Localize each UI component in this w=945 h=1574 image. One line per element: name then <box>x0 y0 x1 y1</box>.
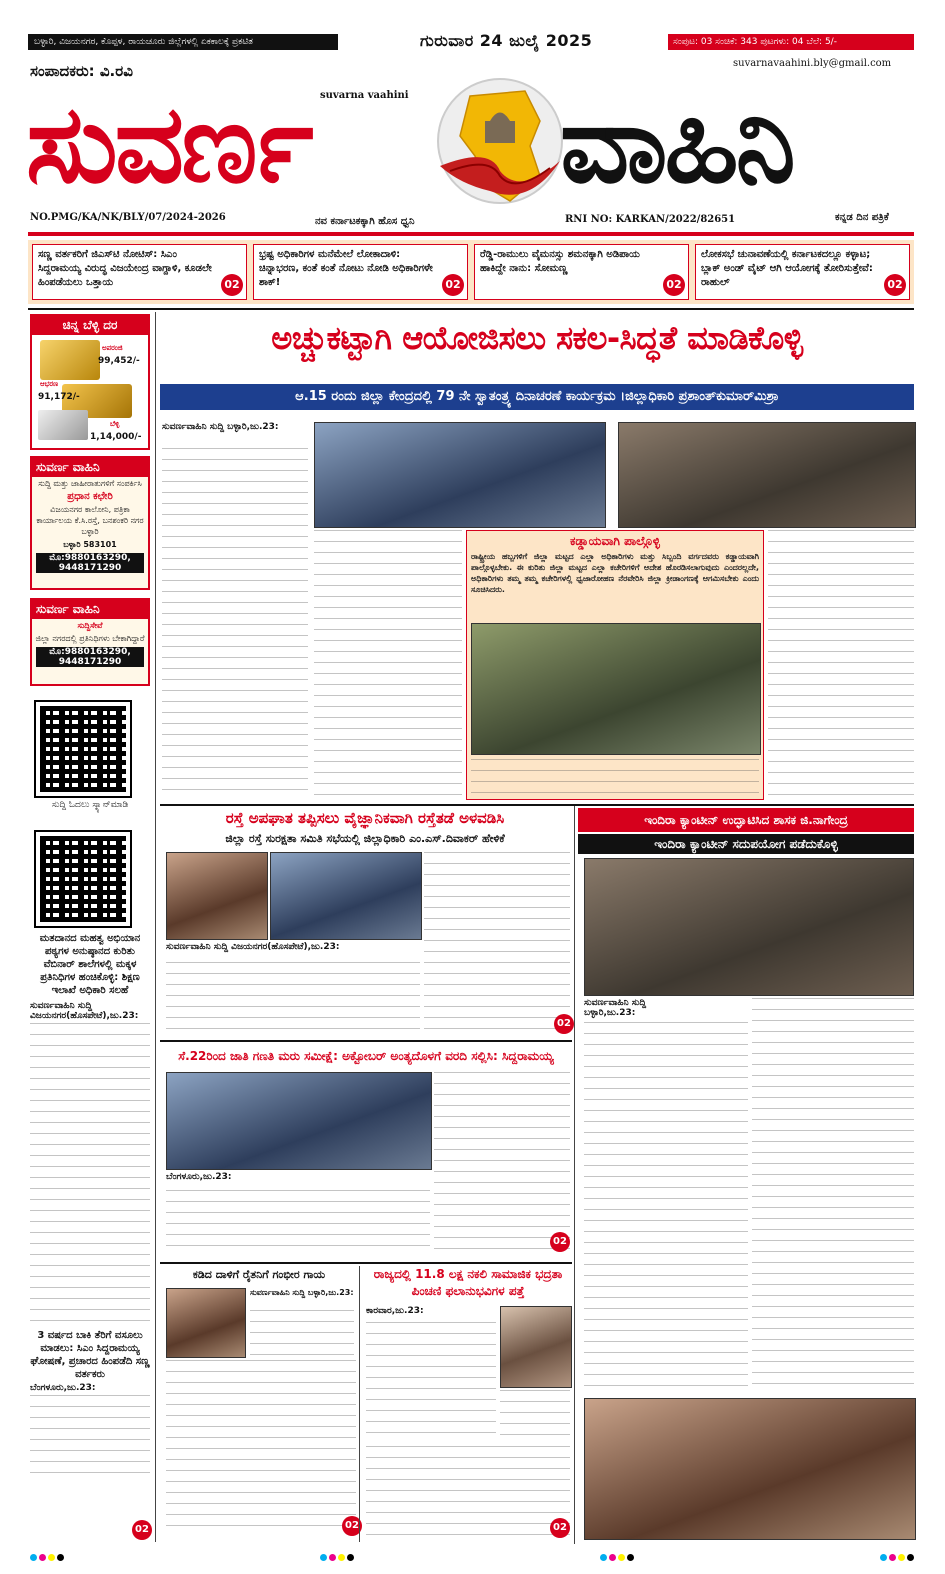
print-registration-marks <box>880 1554 914 1561</box>
pension-story-body-top <box>366 1322 496 1442</box>
page-badge: 02 <box>342 1516 362 1536</box>
canteen-story-byline: ಸುವರ್ಣವಾಹಿನಿ ಸುದ್ದಿ ಬಳ್ಳಾರಿ,ಜು.23: <box>584 998 647 1018</box>
pension-story-body-right <box>500 1390 570 1442</box>
page-badge: 02 <box>442 274 464 296</box>
road-story-photo-collector <box>270 852 422 940</box>
jewel-label: ಆಭರಣ <box>40 380 59 388</box>
masthead-right: ವಾಹಿನಿ <box>560 81 793 207</box>
ad-line: ಜಿಲ್ಲಾ ನಗರದಲ್ಲಿ ಪ್ರತಿನಿಧಿಗಳು ಬೇಕಾಗಿದ್ದಾರೆ <box>35 634 145 643</box>
teaser-item[interactable]: ರೆಡ್ಡಿ-ರಾಮುಲು ವೈಮನಸ್ಸು ಶಮನಕ್ಕಾಗಿ ಅಡಿಪಾಯ ಹಾಕಿದ್ದೇ ನಾನು: ಸೋಮಣ್ಣ 02 <box>474 244 689 300</box>
side-story-byline: ಸುವರ್ಣವಾಹಿನಿ ಸುದ್ದಿ ವಿಜಯನಗರ(ಹೊಸಪೇಟೆ),ಜು.23: <box>30 1001 139 1021</box>
editor-name: ಸಂಪಾದಕರು: ವಿ.ರವಿ <box>30 62 133 80</box>
column-divider <box>359 1266 360 1542</box>
issue-info: ಸಂಪುಟ: 03 ಸಂಚಿಕೆ: 343 ಪುಟಗಳು: 04 ಬೆಲೆ: 5/- <box>668 34 914 50</box>
canteen-story-headline: ಇಂದಿರಾ ಕ್ಯಾಂಟೀನ್ ಉದ್ಘಾಟಿಸಿದ ಶಾಸಕ ಜಿ.ನಾಗೇಂದ್ರ <box>578 808 914 832</box>
road-story-byline: ಸುವರ್ಣವಾಹಿನಿ ಸುದ್ದಿ ವಿಜಯನಗರ(ಹೊಸಪೇಟೆ),ಜು.23: <box>166 942 340 952</box>
column-divider <box>155 312 156 1542</box>
gold-bars-image <box>40 340 100 380</box>
inner-box-headline: ಕಡ್ಡಾಯವಾಗಿ ಪಾಲ್ಗೊಳ್ಳಿ <box>570 534 660 548</box>
ad-logo: ಸುವರ್ಣ ವಾಹಿನಿ <box>32 458 148 477</box>
lead-photo-meeting-chair <box>314 422 606 528</box>
silver-bar-image <box>38 410 88 440</box>
ad-phone[interactable]: ಮೊ:9880163290, 9448171290 <box>36 553 144 573</box>
canteen-story-subheadline: ಇಂದಿರಾ ಕ್ಯಾಂಟೀನ್ ಸದುಪಯೋಗ ಪಡೆದುಕೊಳ್ಳಿ <box>578 834 914 854</box>
print-registration-marks <box>30 1554 64 1561</box>
masthead-left: ಸುವರ್ಣ <box>26 81 311 207</box>
ad-address: ವಿಜಯನಗರ ಕಾಲೋನಿ, ಪತ್ರಿಕಾ ಕಾರ್ಯಾಲಯ ಕೆ.ಸಿ.ರಸ್ತೆ, ಬನಶಂಕರಿ ನಗರ ಬಳ್ಳಾರಿ <box>36 505 144 536</box>
cow-story-headline: ಕಡಿದ ದಾಳಿಗೆ ರೈತನಿಗೆ ಗಂಭೀರ ಗಾಯ <box>192 1268 326 1281</box>
lead-subheadline: ಆ.15 ರಂದು ಜಿಲ್ಲಾ ಕೇಂದ್ರದಲ್ಲಿ 79 ನೇ ಸ್ವಾತಂತ್ರ್ಯ ದಿನಾಚರಣೆ ಕಾರ್ಯಕ್ರಮ ।ಜಿಲ್ಲಾಧಿಕಾರಿ ಪ್ರಶಾಂತ್‌ಕುಮಾರ್‌ಮಿಶ್ರಾ <box>160 384 914 410</box>
qr-caption: ಸುದ್ದಿ ಓದಲು ಸ್ಕ್ಯಾನ್‌ಮಾಡಿ <box>51 800 129 810</box>
teaser-strip <box>28 240 914 304</box>
silver-label: ಬೆಳ್ಳಿ <box>110 420 120 428</box>
section-rule <box>160 1040 572 1042</box>
page-badge: 02 <box>221 274 243 296</box>
canteen-story-body-1 <box>584 1022 748 1392</box>
cow-story-photo <box>166 1288 246 1358</box>
road-story-subheadline: ಜಿಲ್ಲಾ ರಸ್ತೆ ಸುರಕ್ಷತಾ ಸಮಿತಿ ಸಭೆಯಲ್ಲಿ ಜಿಲ್ಲಾಧಿಕಾರಿ ಎಂ.ಎಸ್.ದಿವಾಕರ್ ಹೇಳಿಕೆ <box>225 832 505 845</box>
side-story2-headline: 3 ವರ್ಷದ ಬಾಕಿ ತೆರಿಗೆ ವಸೂಲು ಮಾಡಲು: ಸಿಎಂ ಸಿದ್ದರಾಮಯ್ಯ ಘೋಷಣೆ, ಪ್ರಚಾರದ ಹಿಂಪಡೆದಿ ಸಣ್ಣ ವರ್ತಕರು <box>30 1330 150 1380</box>
print-registration-marks <box>600 1554 634 1561</box>
caste-story-body-right <box>434 1072 570 1258</box>
pension-story-body <box>366 1446 570 1536</box>
lead-body-col2 <box>314 530 462 798</box>
side-story2-byline: ಬೆಂಗಳೂರು,ಜು.23: <box>30 1383 96 1393</box>
lead-body-col4 <box>768 530 914 798</box>
gold-rate-box <box>30 314 150 450</box>
pension-story-byline: ಕಾರವಾರ,ಜು.23: <box>366 1306 424 1316</box>
issue-date: ಗುರುವಾರ 24 ಜುಲೈ 2025 <box>420 31 593 50</box>
inner-box-body <box>471 759 759 797</box>
rni-number: RNI NO: KARKAN/2022/82651 <box>565 214 736 225</box>
caste-story-byline: ಬೆಂಗಳೂರು,ಜು.23: <box>166 1172 232 1182</box>
registration-number: NO.PMG/KA/NK/BLY/07/2024-2026 <box>30 212 226 223</box>
canteen-story-body-2 <box>752 998 914 1392</box>
brand-latin: suvarna vaahini <box>320 90 409 101</box>
advert-contact <box>30 456 150 590</box>
tagline: ನವ ಕರ್ನಾಟಕಕ್ಕಾಗಿ ಹೊಸ ಧ್ವನಿ <box>315 216 415 227</box>
cow-story-body <box>166 1360 356 1536</box>
road-story-headline: ರಸ್ತೆ ಅಪಘಾತ ತಪ್ಪಿಸಲು ವೈಜ್ಞಾನಿಕವಾಗಿ ರಸ್ತೆತಡೆ ಅಳವಡಿಸಿ <box>225 809 505 827</box>
pension-story-headline: ರಾಜ್ಯದಲ್ಲಿ 11.8 ಲಕ್ಷ ನಕಲಿ ಸಾಮಾಜಿಕ ಭದ್ರತಾ ಪಿಂಚಣಿ ಫಲಾನುಭವಿಗಳ ಪತ್ತೆ <box>373 1267 563 1298</box>
road-story-body-right <box>424 852 570 1032</box>
page-badge: 02 <box>663 274 685 296</box>
column-divider <box>574 806 575 1544</box>
qr-code-news[interactable] <box>36 702 130 796</box>
gold-value: 99,452/- <box>98 356 140 366</box>
masthead-divider <box>28 232 914 236</box>
caste-story-body <box>166 1190 430 1256</box>
ad-phone[interactable]: ಮೊ:9880163290, 9448171290 <box>36 647 144 667</box>
advert-recruit <box>30 598 150 686</box>
ad-logo: ಸುವರ್ಣ ವಾಹಿನಿ <box>32 600 148 619</box>
lead-inner-box <box>466 530 764 800</box>
road-story-body <box>166 962 420 1032</box>
gold-rate-title: ಚಿನ್ನ ಬೆಳ್ಳಿ ದರ <box>32 316 148 335</box>
page-badge: 02 <box>554 1014 574 1034</box>
jewel-value: 91,172/- <box>38 392 80 402</box>
side-story2-body <box>30 1395 150 1475</box>
print-registration-marks <box>320 1554 354 1561</box>
inner-box-photo <box>471 623 761 755</box>
karnataka-map-emblem <box>430 66 570 216</box>
side-story-headline: ಮತದಾನದ ಮಹತ್ವ ಅಭಿಯಾನ ಪಠ್ಯಗಳ ಅನುಷ್ಠಾನದ ಕುರಿತು ವೆಬಿನಾರ್ ಶಾಲೆಗಳಲ್ಲಿ ಮಕ್ಕಳ ಪ್ರತಿನಿಧಿಗಳ ಹಂಚಿಕೊಳ್ಳಿ: ಶಿಕ್ಷಣ ಇಲಾಖೆ ಅಧಿಕಾರಿ ಸಲಹೆ <box>39 933 141 996</box>
canteen-story-photo <box>584 858 914 996</box>
cow-story-byline: ಸುವರ್ಣವಾಹಿನಿ ಸುದ್ದಿ ಬಳ್ಳಾರಿ,ಜು.23: <box>250 1288 354 1297</box>
teaser-item[interactable]: ಭ್ರಷ್ಟ ಅಧಿಕಾರಿಗಳ ಮನೆಮೇಲೆ ಲೋಕಾದಾಳಿ: ಚಿನ್ನಾಭರಣ, ಕಂತೆ ಕಂತೆ ನೋಟು ನೋಡಿ ಅಧಿಕಾರಿಗಳೇ ಶಾಕ್! 02 <box>253 244 468 300</box>
page-badge: 02 <box>550 1232 570 1252</box>
teaser-item[interactable]: ಸಣ್ಣ ವರ್ತಕರಿಗೆ ಜಿಎಸ್‌ಟಿ ನೋಟಿಸ್: ಸಿಎಂ ಸಿದ್ದರಾಮಯ್ಯ ವಿರುದ್ಧ ವಿಜಯೇಂದ್ರ ವಾಗ್ದಾಳಿ, ಕೂಡಲೇ ಹಿಂಪಡೆಯಲು ಒತ್ತಾಯ 02 <box>32 244 247 300</box>
ad-pincode: ಬಳ್ಳಾರಿ 583101 <box>63 540 117 549</box>
lead-byline: ಸುವರ್ಣವಾಹಿನಿ ಸುದ್ದಿ ಬಳ್ಳಾರಿ,ಜು.23: <box>162 422 279 432</box>
minister-portrait <box>500 1306 572 1388</box>
districts-strip: ಬಳ್ಳಾರಿ, ವಿಜಯನಗರ, ಕೊಪ್ಪಳ, ರಾಯಚೂರು ಜಿಲ್ಲೆಗಳಲ್ಲಿ ಏಕಕಾಲಕ್ಕೆ ಪ್ರಕಟಿತ <box>28 34 338 50</box>
lead-body-col1 <box>162 448 308 798</box>
section-rule <box>28 308 914 310</box>
ad-office-title: ಪ್ರಧಾನ ಕಛೇರಿ <box>67 491 113 502</box>
page-badge: 02 <box>884 274 906 296</box>
silver-value: 1,14,000/- <box>90 432 142 442</box>
side-story-body <box>30 1023 150 1325</box>
page-badge: 02 <box>132 1520 152 1540</box>
cow-story-body-top <box>250 1310 354 1356</box>
lead-photo-meeting-hall <box>618 422 916 528</box>
caste-story-headline: ಸೆ.22ರಿಂದ ಜಾತಿ ಗಣತಿ ಮರು ಸಮೀಕ್ಷೆ: ಅಕ್ಟೋಬರ್ ಅಂತ್ಯದೊಳಗೆ ವರದಿ ಸಲ್ಲಿಸಿ: ಸಿದ್ದರಾಮಯ್ಯ <box>178 1049 554 1063</box>
ad-title: ಸುದ್ದಿಸೇವೆ <box>77 621 103 630</box>
section-rule <box>160 1262 572 1264</box>
side-story <box>30 932 150 1475</box>
inner-box-text: ರಾಷ್ಟ್ರೀಯ ಹಬ್ಬಗಳಿಗೆ ಜಿಲ್ಲಾ ಮಟ್ಟದ ಎಲ್ಲಾ ಅಧಿಕಾರಿಗಳು ಮತ್ತು ಸಿಬ್ಬಂದಿ ವರ್ಗದವರು ಕಡ್ಡಾಯವಾಗಿ ಪಾಲ್ಗೊಳ್ಳಬೇಕು. ಈ ಕುರಿತು ಜಿಲ್ಲಾ ಮಟ್ಟದ ಎಲ್ಲಾ ಕಚೇರಿಗಳಿಗೆ ಆದೇಶ ಹೊರಡಿಸಲಾಗುವುದು ಎಂದರಲ್ಲದೇ, ಅಧಿಕಾರಿಗಳು ತಮ್ಮ ತಮ್ಮ ಕಚೇರಿಗಳಲ್ಲಿ ಧ್ವಜಾರೋಹಣ ನೆರವೇರಿಸಿ ಜಿಲ್ಲಾ ಕ್ರೀಡಾಂಗಣಕ್ಕೆ ಆಗಮಿಸಬೇಕು ಎಂದು ಸೂಚಿಸಿದರು. <box>471 552 759 594</box>
canteen-story-photo-2 <box>584 1398 916 1540</box>
teaser-item[interactable]: ಲೋಕಸಭೆ ಚುನಾವಣೆಯಲ್ಲಿ ಕರ್ನಾಟಕದಲ್ಲೂ ಕಳ್ಳಾಟ; ಬ್ಲಾಕ್ ಅಂಡ್ ವೈಟ್ ಆಗಿ ಆಯೋಗಕ್ಕೆ ತೋರಿಸುತ್ತೇವೆ: ರಾಹುಲ್ 02 <box>695 244 910 300</box>
ad-line: ಸುದ್ದಿ ಮತ್ತು ಜಾಹೀರಾತುಗಳಿಗೆ ಸಂಪರ್ಕಿಸಿ <box>38 479 142 488</box>
paper-type: ಕನ್ನಡ ದಿನ ಪತ್ರಿಕೆ <box>835 212 889 223</box>
road-story-photo-officer <box>166 852 268 940</box>
gold-label: ಅಪರಂಜಿ <box>102 344 123 352</box>
caste-story-photo <box>166 1072 432 1170</box>
contact-email[interactable]: suvarnavaahini.bly@gmail.com <box>733 58 892 69</box>
page-badge: 02 <box>550 1518 570 1538</box>
qr-code-secondary[interactable] <box>36 832 130 926</box>
lead-headline: ಅಚ್ಚುಕಟ್ಟಾಗಿ ಆಯೋಜಿಸಲು ಸಕಲ-ಸಿದ್ಧತೆ ಮಾಡಿಕೊಳ್ಳಿ <box>271 319 803 357</box>
